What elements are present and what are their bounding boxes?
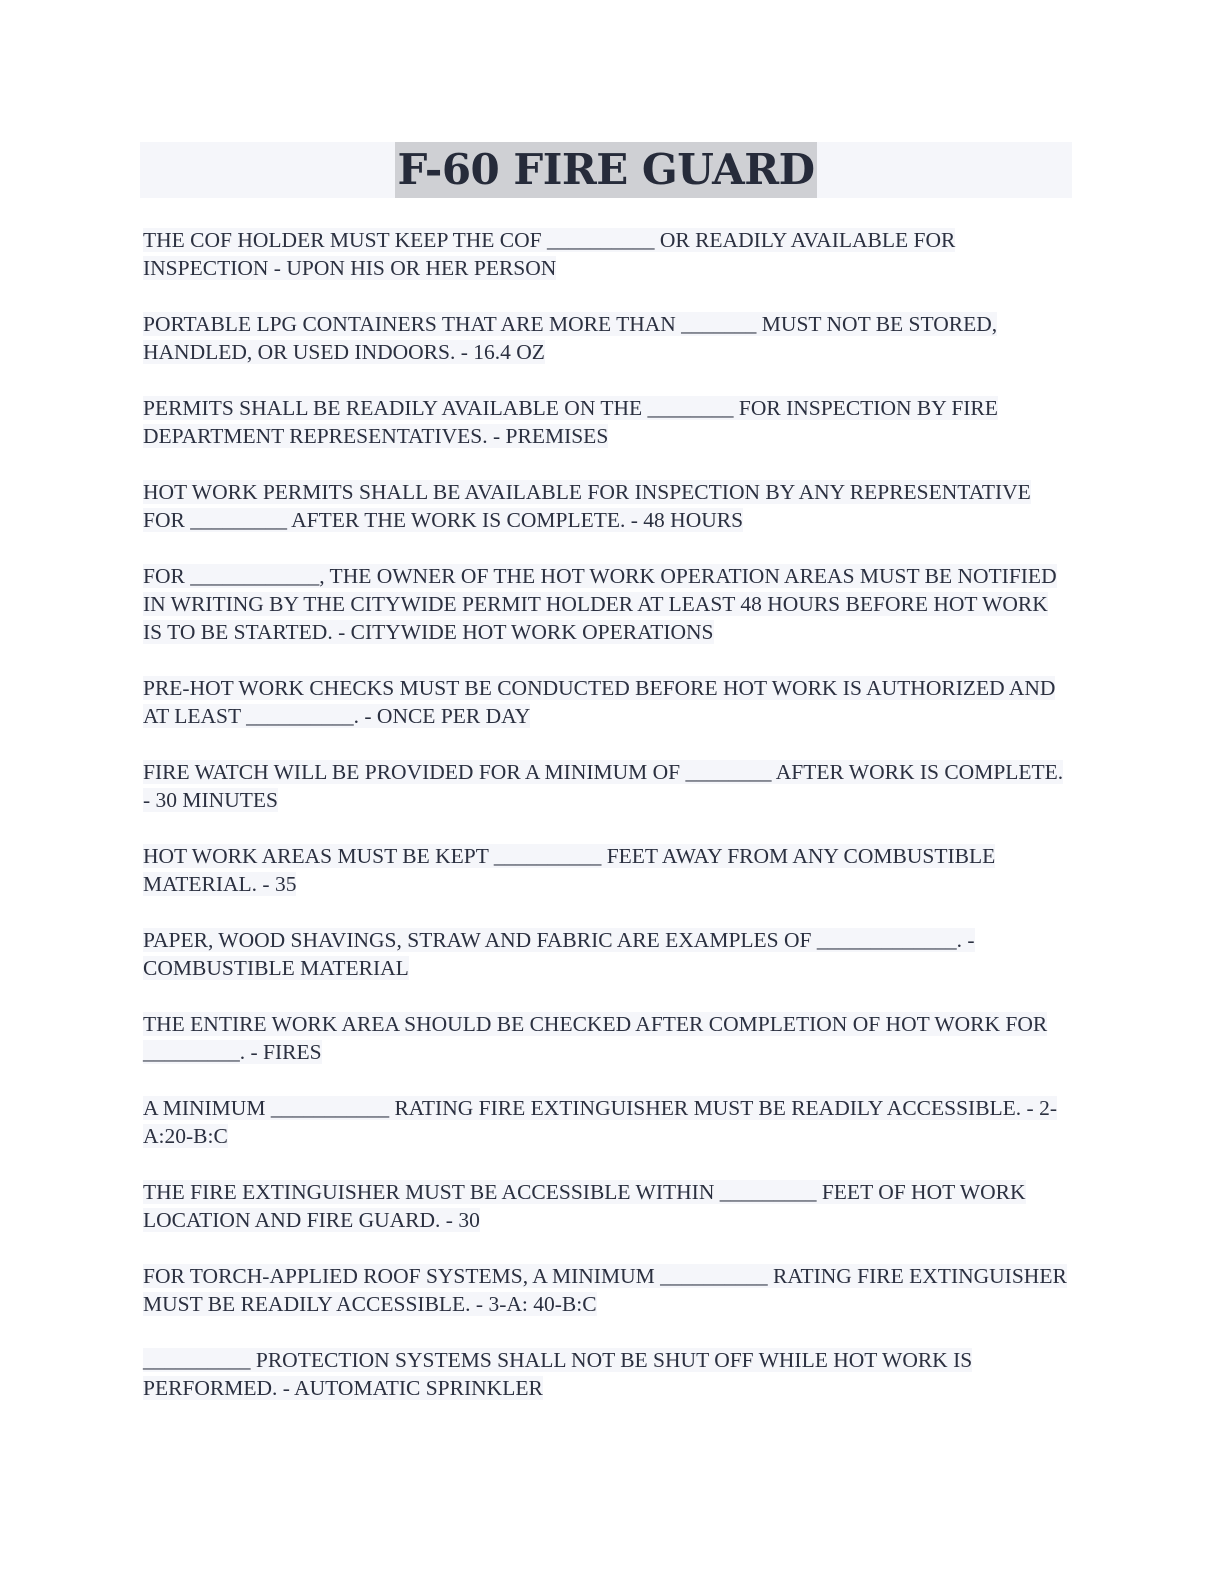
question-text: PAPER, WOOD SHAVINGS, STRAW AND FABRIC ARE EXAMPLES OF _____________. - COMBUSTIBLE MATERIAL: [143, 928, 975, 980]
document-page: [140, 142, 1072, 1430]
question-text: HOT WORK AREAS MUST BE KEPT __________ FEET AWAY FROM ANY COMBUSTIBLE MATERIAL. - 35: [143, 844, 996, 896]
question-text: HOT WORK PERMITS SHALL BE AVAILABLE FOR INSPECTION BY ANY REPRESENTATIVE FOR _________ AFTER THE WORK IS COMPLETE. - 48 HOURS: [143, 480, 1031, 532]
question-item: [143, 1010, 1072, 1066]
question-item: [143, 1178, 1072, 1234]
question-text: FOR TORCH-APPLIED ROOF SYSTEMS, A MINIMUM __________ RATING FIRE EXTINGUISHER MUST BE READILY ACCESSIBLE. - 3-A: 40-B:C: [143, 1264, 1067, 1316]
title-band: [140, 142, 1072, 198]
question-text: THE ENTIRE WORK AREA SHOULD BE CHECKED AFTER COMPLETION OF HOT WORK FOR _________. - FIRES: [143, 1012, 1048, 1064]
question-text: PORTABLE LPG CONTAINERS THAT ARE MORE THAN _______ MUST NOT BE STORED, HANDLED, OR USED INDOORS. - 16.4 OZ: [143, 312, 998, 364]
question-item: [143, 674, 1072, 730]
question-item: [143, 758, 1072, 814]
question-item: [143, 310, 1072, 366]
question-item: [143, 1094, 1072, 1150]
question-text: PRE-HOT WORK CHECKS MUST BE CONDUCTED BEFORE HOT WORK IS AUTHORIZED AND AT LEAST __________. - ONCE PER DAY: [143, 676, 1056, 728]
question-text: PERMITS SHALL BE READILY AVAILABLE ON THE ________ FOR INSPECTION BY FIRE DEPARTMENT REPRESENTATIVES. - PREMISES: [143, 396, 998, 448]
question-item: [143, 562, 1072, 646]
question-item: [143, 394, 1072, 450]
question-item: [143, 1346, 1072, 1402]
question-text: FIRE WATCH WILL BE PROVIDED FOR A MINIMUM OF ________ AFTER WORK IS COMPLETE. - 30 MINUTES: [143, 760, 1064, 812]
document-title: F-60 FIRE GUARD: [395, 142, 816, 198]
question-item: [143, 226, 1072, 282]
question-list: [140, 226, 1072, 1402]
question-item: [143, 842, 1072, 898]
question-text: FOR ____________, THE OWNER OF THE HOT WORK OPERATION AREAS MUST BE NOTIFIED IN WRITING BY THE CITYWIDE PERMIT HOLDER AT LEAST 48 HOURS BEFORE HOT WORK IS TO BE STARTED. - CITYWIDE HOT WORK OPERATIONS: [143, 564, 1057, 644]
question-item: [143, 926, 1072, 982]
question-item: [143, 478, 1072, 534]
question-text: THE COF HOLDER MUST KEEP THE COF __________ OR READILY AVAILABLE FOR INSPECTION - UPON HIS OR HER PERSON: [143, 228, 956, 280]
question-text: A MINIMUM ___________ RATING FIRE EXTINGUISHER MUST BE READILY ACCESSIBLE. - 2-A:20-B:C: [143, 1096, 1058, 1148]
question-text: __________ PROTECTION SYSTEMS SHALL NOT BE SHUT OFF WHILE HOT WORK IS PERFORMED. - AUTOMATIC SPRINKLER: [143, 1348, 973, 1400]
question-item: [143, 1262, 1072, 1318]
question-text: THE FIRE EXTINGUISHER MUST BE ACCESSIBLE WITHIN _________ FEET OF HOT WORK LOCATION AND FIRE GUARD. - 30: [143, 1180, 1026, 1232]
